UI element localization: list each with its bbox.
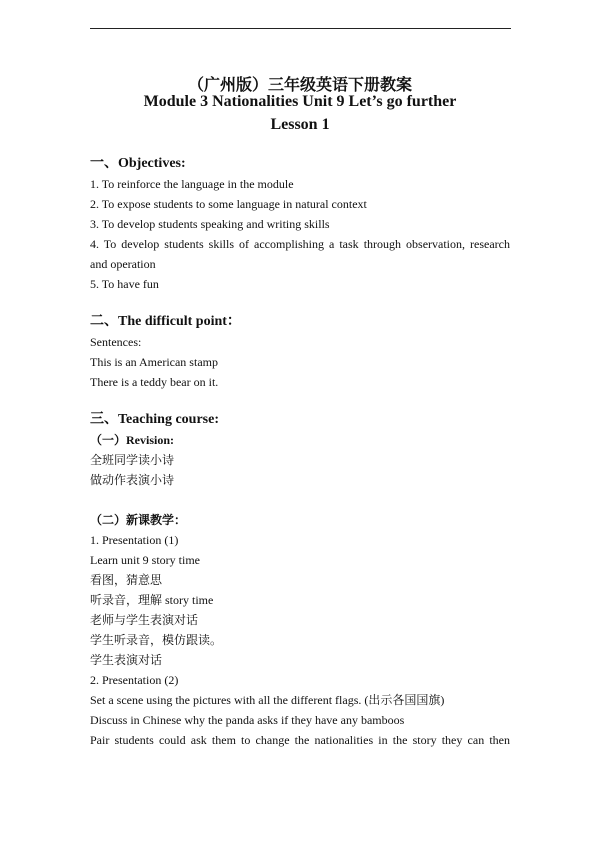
- top-rule: [90, 28, 511, 29]
- new-lesson-label: （二）新课教学：: [90, 513, 187, 527]
- revision-label: （一）Revision:: [90, 433, 175, 447]
- document-body: [90, 154, 510, 750]
- objectives-heading: 一、Objectives:: [90, 156, 186, 171]
- teaching-course-heading: 三、Teaching course:: [90, 412, 219, 427]
- objective-item: 2. To expose students to some language in natural context: [90, 197, 367, 211]
- new-lesson-line: Set a scene using the pictures with all the different flags. (出示各国国旗): [90, 693, 445, 707]
- new-lesson-line: 听录音，理解 story time: [90, 593, 214, 607]
- document-title-lesson: Lesson 1: [270, 116, 330, 133]
- document-title-chinese: （广州版）三年级英语下册教案: [187, 77, 412, 94]
- new-lesson-line: 看图，猜意思: [90, 573, 163, 587]
- objective-item-continued: and operation: [90, 257, 156, 271]
- new-lesson-line: Pair students could ask them to change the nationalities in the story they can then: [90, 733, 510, 747]
- revision-line: 做动作表演小诗: [90, 473, 175, 487]
- new-lesson-line: 学生听录音，模仿跟读。: [90, 633, 223, 647]
- objective-item: 4. To develop students skills of accomplishing a task through observation, research: [90, 237, 510, 251]
- difficult-point-line: This is an American stamp: [90, 355, 218, 369]
- difficult-point-line: There is a teddy bear on it.: [90, 375, 219, 389]
- new-lesson-line: 学生表演对话: [90, 653, 163, 667]
- difficult-point-heading: 二、The difficult point：: [90, 314, 241, 329]
- new-lesson-line: 老师与学生表演对话: [90, 613, 199, 627]
- objective-item: 3. To develop students speaking and writing skills: [90, 217, 330, 231]
- new-lesson-line: Learn unit 9 story time: [90, 553, 200, 567]
- revision-line: 全班同学读小诗: [90, 453, 175, 467]
- new-lesson-line: 1. Presentation (1): [90, 533, 179, 547]
- objective-item: 1. To reinforce the language in the module: [90, 177, 294, 191]
- document-title-module: Module 3 Nationalities Unit 9 Let’s go further: [143, 93, 457, 110]
- objective-item: 5. To have fun: [90, 277, 159, 291]
- new-lesson-line: Discuss in Chinese why the panda asks if they have any bamboos: [90, 713, 405, 727]
- difficult-point-line: Sentences:: [90, 335, 142, 349]
- new-lesson-line: 2. Presentation (2): [90, 673, 179, 687]
